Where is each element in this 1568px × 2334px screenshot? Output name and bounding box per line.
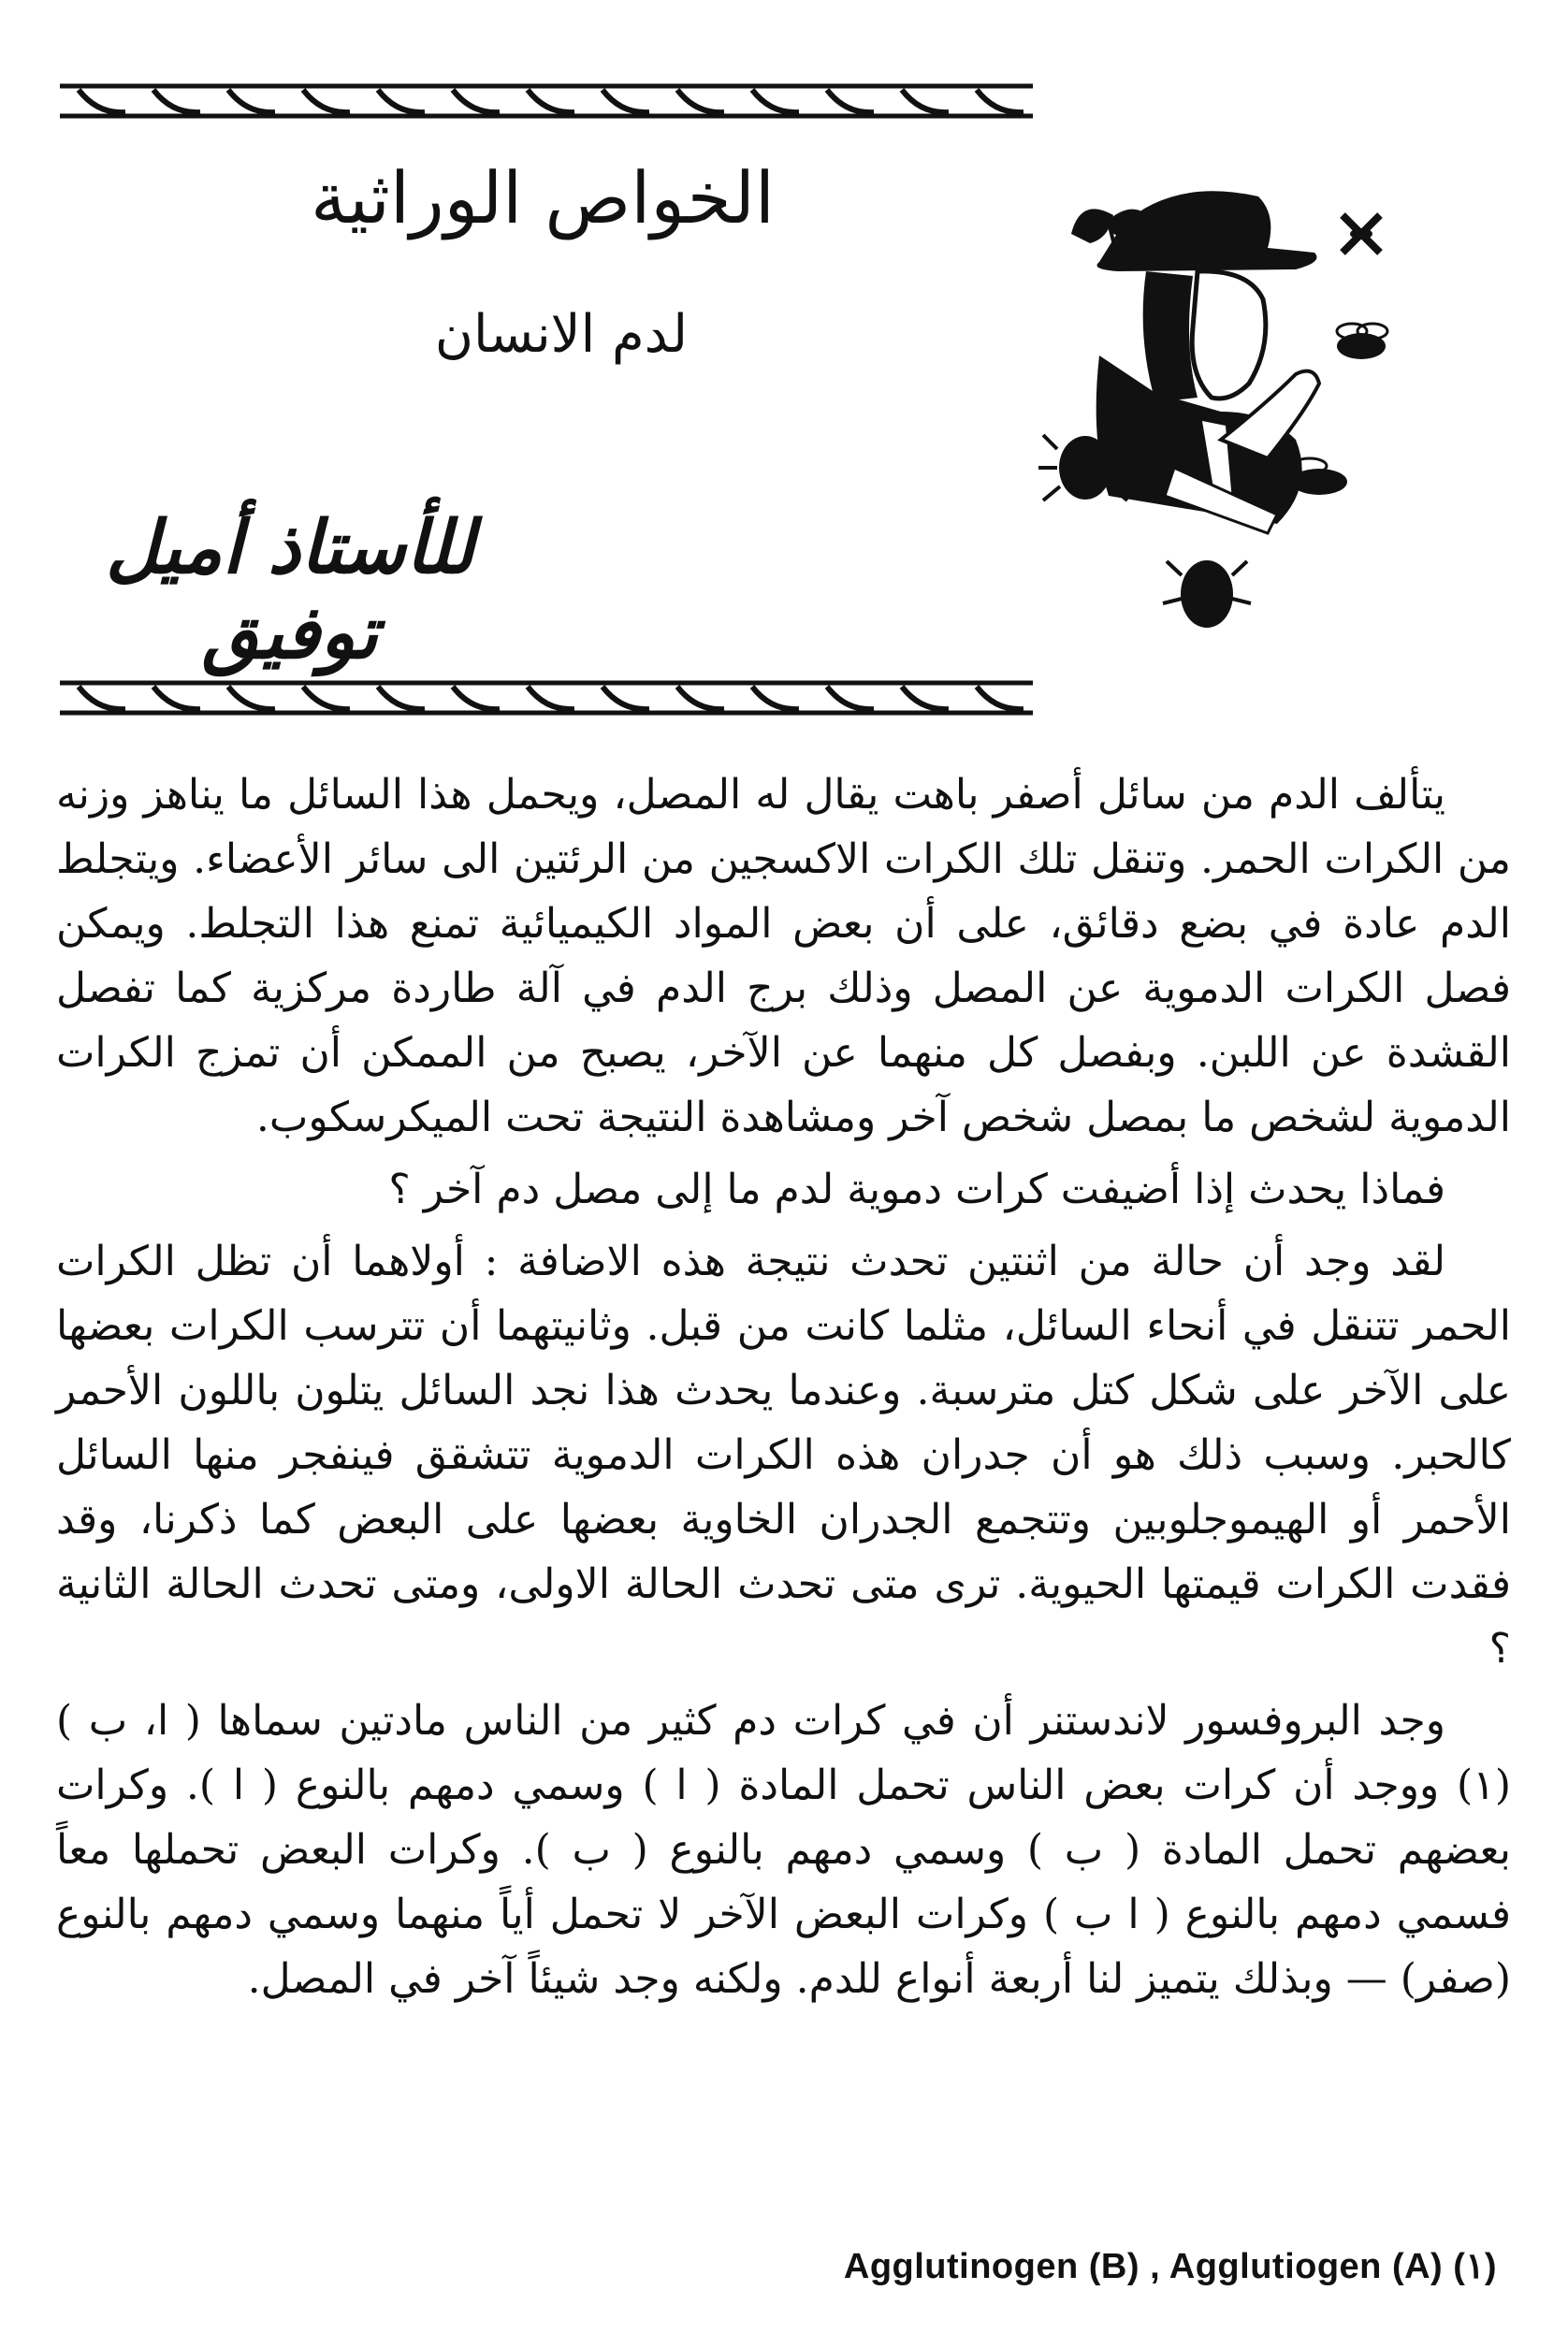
- paragraph-3: لقد وجد أن حالة من اثنتين تحدث نتيجة هذه الاضافة : أولاهما أن تظل الكرات الحمر تتنقل في أنحاء السائل، مثلما كانت من قبل. وثانيتهما أن تترسب الكرات بعضها على الآخر على شكل كتل مترسبة. وعندما يحدث هذا نجد السائل يتلون باللون الأحمر كالحبر. وسبب ذلك هو أن جدران هذه الكرات الدموية تتشقق فينفجر منها السائل الأحمر أو الهيموجلوبين وتتجمع الجدران الخاوية بعضها على البعض كما ذكرنا، وقد فقدت الكرات قيمتها الحيوية. ترى متى تحدث الحالة الاولى، ومتى تحدث الحالة الثانية ؟: [56, 1238, 1511, 1673]
- footnote: Agglutinogen (B) , Agglutiogen (A) (١): [843, 2247, 1497, 2286]
- paragraph-4: وجد البروفسور لاندستنر أن في كرات دم كثير من الناس مادتين سماها ( ا، ب )(١) ووجد أن كرات بعض الناس تحمل المادة ( ا ) وسمي دمهم بالنوع ( ا ). وكرات بعضهم تحمل المادة ( ب ) وسمي دمهم بالنوع ( ب ). وكرات البعض تحملها معاً فسمي دمهم بالنوع ( ا ب ) وكرات البعض الآخر لا تحمل أياً منهما وسمي دمهم بالنوع (صفر) — وبذلك يتميز لنا أربعة أنواع للدم. ولكنه وجد شيئاً آخر في المصل.: [56, 1697, 1511, 2003]
- bottom-rope-border: [60, 674, 1033, 722]
- article-body: [56, 762, 1511, 2011]
- entomologist-illustration: [1034, 159, 1427, 645]
- article-author: للأستاذ أميل توفيق: [106, 505, 474, 675]
- article-subtitle: لدم الانسان: [434, 304, 689, 365]
- paragraph-2: فماذا يحدث إذا أضيفت كرات دموية لدم ما إلى مصل دم آخر ؟: [388, 1166, 1445, 1213]
- top-rope-border: [60, 77, 1033, 125]
- article-title: الخواص الوراثية: [311, 156, 775, 239]
- paragraph-1: يتألف الدم من سائل أصفر باهت يقال له المصل، ويحمل هذا السائل ما يناهز وزنه من الكرات الحمر. وتنقل تلك الكرات الاكسجين من الرئتين الى سائر الأعضاء. ويتجلط الدم عادة في بضع دقائق، على أن بعض المواد الكيميائية تمنع هذا التجلط. ويمكن فصل الكرات الدموية عن المصل وذلك برج الدم في آلة طاردة مركزية كما تفصل القشدة عن اللبن. وبفصل كل منهما عن الآخر، يصبح من الممكن أن تمزج الكرات الدموية لشخص ما بمصل شخص آخر ومشاهدة النتيجة تحت الميكرسكوب.: [56, 771, 1511, 1141]
